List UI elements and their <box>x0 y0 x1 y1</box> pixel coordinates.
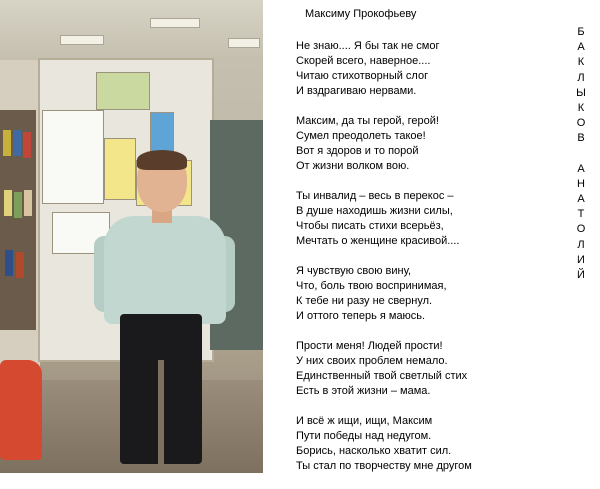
poem-line: Не знаю.... Я бы так не смог <box>296 40 440 52</box>
acrostic-letter: Л <box>577 71 585 84</box>
poem-line: У них своих проблем немало. <box>296 355 448 367</box>
poem-line: Что, боль твою воспринимая, <box>296 280 447 292</box>
poem-line: И оттого теперь я маюсь. <box>296 310 426 322</box>
man-hair <box>137 150 187 170</box>
poem-line: Есть в этой жизни – мама. <box>296 385 431 397</box>
stanza <box>296 339 472 399</box>
acrostic-letter: Т <box>577 208 585 221</box>
acrostic-letter: Й <box>577 269 585 281</box>
poem-body <box>296 39 472 489</box>
poster <box>96 72 150 110</box>
acrostic-letter: В <box>577 132 585 145</box>
stanza <box>296 414 472 474</box>
author-photo <box>0 0 263 473</box>
poem-line: Мечтать о женщине красивой.... <box>296 235 460 247</box>
poem-line: Максим, да ты герой, герой! <box>296 115 439 127</box>
poem-line: Вот я здоров и то порой <box>296 145 419 157</box>
acrostic-letter: Л <box>577 238 585 251</box>
ceiling <box>0 0 263 60</box>
man-shirt <box>104 216 226 324</box>
acrostic-letter: Ы <box>576 86 586 99</box>
poem-line: Сумел преодолеть такое! <box>296 130 426 142</box>
acrostic-letter: Н <box>577 177 585 190</box>
acrostic-letter: И <box>577 253 585 266</box>
poem-line: Прости меня! Людей прости! <box>296 340 443 352</box>
acrostic-letter: А <box>577 162 585 175</box>
stanza <box>296 264 472 324</box>
acrostic-letter: О <box>576 223 586 236</box>
poem-line: Пути победы над недугом. <box>296 430 432 442</box>
poem-line: Читаю стихотворный слог <box>296 70 429 82</box>
left-bookshelf <box>0 110 36 330</box>
acrostic-letter: О <box>576 117 586 130</box>
poem-line: И вздрагиваю нервами. <box>296 85 417 97</box>
poem-line: Борись, насколько хватит сил. <box>296 445 452 457</box>
acrostic-gap <box>574 147 588 162</box>
poster <box>42 110 104 204</box>
stanza <box>296 39 472 99</box>
ceiling-light <box>150 18 200 28</box>
acrostic-letter: К <box>577 101 585 114</box>
acrostic-letter: А <box>577 193 585 206</box>
poem-line: Ты инвалид – весь в перекос – <box>296 190 454 202</box>
poem-line: К тебе ни разу не свернул. <box>296 295 433 307</box>
poem-line: Я чувствую свою вину, <box>296 265 412 277</box>
acrostic-letter: К <box>577 56 585 69</box>
poem-line: Ты стал по творчеству мне другом <box>296 460 472 472</box>
poem-line: Чтобы писать стихи всерьёз, <box>296 220 444 232</box>
stanza <box>296 114 472 174</box>
stanza <box>296 189 472 249</box>
poem-line: В душе находишь жизни силы, <box>296 205 453 217</box>
poem-line: Скорей всего, наверное.... <box>296 55 431 67</box>
poem-line: И всё ж ищи, ищи, Максим <box>296 415 433 427</box>
poem-line: Единственный твой светлый стих <box>296 370 468 382</box>
acrostic-letter: А <box>577 41 585 54</box>
poem-line: От жизни волком вою. <box>296 160 410 172</box>
poster <box>104 138 136 200</box>
ceiling-light <box>228 38 260 48</box>
poem-title: Максиму Прокофьеву <box>305 8 417 20</box>
author-name-vertical <box>574 25 588 283</box>
acrostic-letter: Б <box>577 26 585 38</box>
red-chair <box>0 360 42 460</box>
ceiling-light <box>60 35 104 45</box>
